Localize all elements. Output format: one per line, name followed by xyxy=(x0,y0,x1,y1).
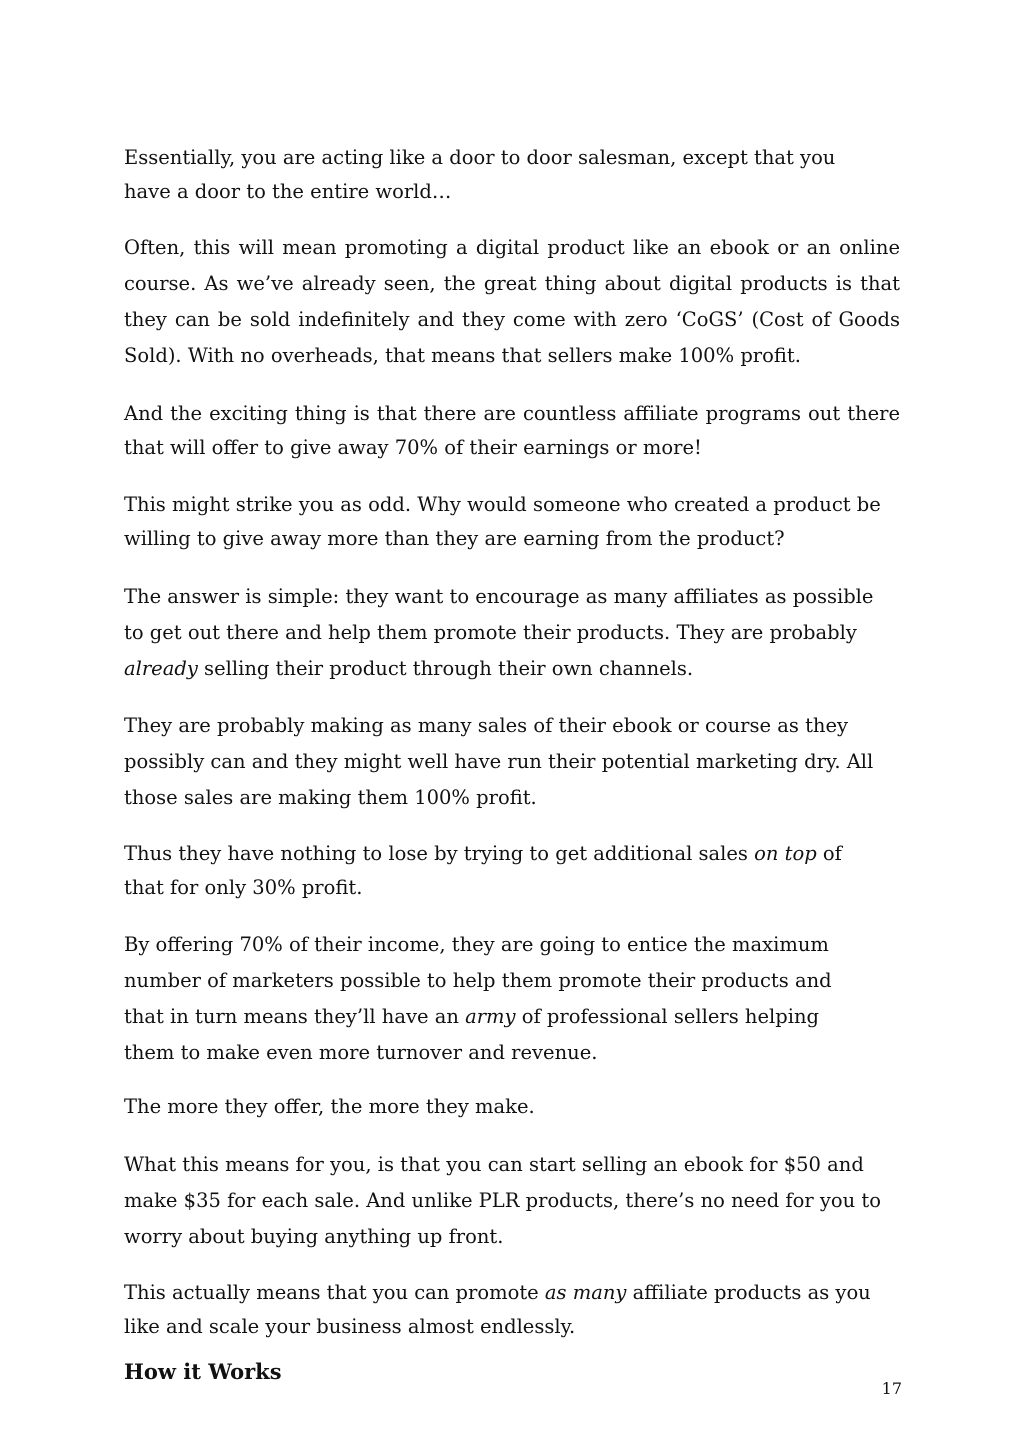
paragraph-text: Often, this will mean promoting a digital product like an ebook or an online course. As we’ve already seen, the great thing about digital products is that they can be sold indefinitely and they come with zero ‘CoGS’ (Cost of Goods Sold). With no overheads, that means that sellers make 100% profit. xyxy=(124,236,900,368)
paragraph-3 xyxy=(124,397,900,465)
paragraph-7 xyxy=(124,837,884,905)
paragraph-text: This actually means that you can promote xyxy=(124,1281,545,1304)
paragraph-text: Essentially, you are acting like a door to door salesman, except that you have a door to the entire world… xyxy=(124,146,836,204)
paragraph-text: The more they offer, the more they make. xyxy=(124,1095,535,1118)
paragraph-8 xyxy=(124,927,839,1071)
emphasis-text: already xyxy=(124,657,198,681)
paragraph-2 xyxy=(124,230,900,374)
paragraph-text: By offering 70% of their income, they are going to entice the maximum number of marketers possible to help them promote their products and that in turn means they’ll have an xyxy=(124,933,832,1029)
paragraph-6 xyxy=(124,708,884,816)
paragraph-9 xyxy=(124,1089,884,1125)
paragraph-text: affiliate products as you like and scale your business almost endlessly. xyxy=(124,1281,871,1339)
paragraph-11 xyxy=(124,1276,884,1344)
paragraph-text: What this means for you, is that you can start selling an ebook for $50 and make $35 for each sale. And unlike PLR products, there’s no need for you to worry about buying anything up front. xyxy=(124,1153,881,1249)
paragraph-1 xyxy=(124,141,884,209)
paragraph-text: of that for only 30% profit. xyxy=(124,842,842,900)
emphasis-text: on top xyxy=(754,842,817,865)
paragraph-5 xyxy=(124,579,884,687)
paragraph-text: The answer is simple: they want to encourage as many affiliates as possible to get out there and help them promote their products. They are probably xyxy=(124,585,874,645)
emphasis-text: army xyxy=(465,1005,516,1029)
section-heading: How it Works xyxy=(124,1359,282,1384)
paragraph-text: selling their product through their own channels. xyxy=(197,657,694,681)
paragraph-10 xyxy=(124,1147,884,1255)
paragraph-text: Thus they have nothing to lose by trying to get additional sales xyxy=(124,842,755,865)
paragraph-text: This might strike you as odd. Why would someone who created a product be willing to give away more than they are earning from the product? xyxy=(124,493,881,551)
emphasis-text: as many xyxy=(544,1281,627,1304)
paragraph-text: And the exciting thing is that there are countless affiliate programs out there that will offer to give away 70% of their earnings or more! xyxy=(124,402,900,460)
paragraph-text: of professional sellers helping them to make even more turnover and revenue. xyxy=(124,1005,820,1065)
page-number: 17 xyxy=(881,1379,902,1398)
paragraph-4 xyxy=(124,488,884,556)
paragraph-text: They are probably making as many sales of their ebook or course as they possibly can and they might well have run their potential marketing dry. All those sales are making them 100% profit. xyxy=(124,714,874,810)
